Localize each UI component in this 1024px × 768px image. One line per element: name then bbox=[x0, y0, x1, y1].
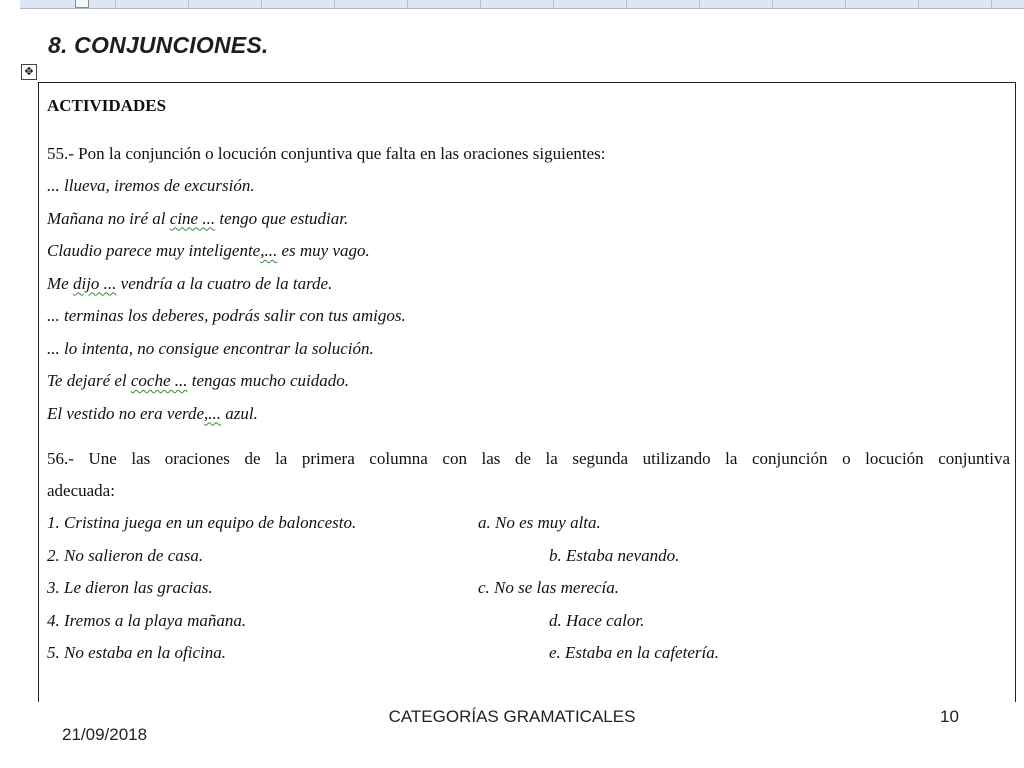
sentence-text: ... llueva, iremos de excursión. bbox=[47, 176, 255, 195]
sentence-text: El vestido no era verde bbox=[47, 403, 205, 423]
exercise-56-prompt-cont: adecuada: bbox=[47, 481, 115, 500]
ruler-tick bbox=[115, 0, 116, 8]
spellcheck-flagged-text[interactable]: dijo ... bbox=[72, 273, 117, 293]
sentence-text: ... lo intenta, no consigue encontrar la solución. bbox=[47, 338, 374, 358]
ruler-tick bbox=[188, 0, 189, 8]
ruler-tick bbox=[626, 0, 627, 8]
activities-title: ACTIVIDADES bbox=[47, 96, 167, 115]
ruler-tick bbox=[334, 0, 335, 8]
section-heading: 8. CONJUNCIONES. bbox=[48, 32, 269, 58]
column-b-item: a. No es muy alta. bbox=[478, 513, 601, 532]
ruler-tick bbox=[480, 0, 481, 8]
exercise-55-sentence bbox=[47, 371, 349, 391]
exercise-56-prompt: 56.- Une las oraciones de la primera columna con las de la segunda utilizando la conjunción o locución conjuntiva bbox=[47, 449, 1010, 468]
column-a-item: 5. No estaba en la oficina. bbox=[47, 643, 226, 662]
sentence-text: tengo que estudiar. bbox=[215, 208, 349, 228]
ruler-tick bbox=[407, 0, 408, 8]
exercise-55-sentence bbox=[47, 306, 406, 326]
sentence-text: Claudio parece muy inteligente bbox=[47, 241, 261, 260]
ruler-tick bbox=[261, 0, 262, 8]
column-a-item: 4. Iremos a la playa mañana. bbox=[47, 610, 247, 630]
column-a-item: 1. Cristina juega en un equipo de baloncesto. bbox=[47, 513, 357, 532]
exercise-55-sentence bbox=[47, 209, 348, 229]
exercise-55-sentence bbox=[47, 176, 255, 196]
sentence-text: Te dejaré el bbox=[47, 371, 131, 390]
table-move-handle-icon[interactable]: ✥ bbox=[21, 64, 37, 80]
spellcheck-flagged-text[interactable]: cine ... bbox=[169, 208, 216, 228]
ruler bbox=[20, 0, 1024, 9]
column-a-item: 2. No salieron de casa. bbox=[47, 545, 204, 565]
sentence-text: es muy vago. bbox=[277, 241, 370, 260]
ruler-tick bbox=[553, 0, 554, 8]
spellcheck-flagged-text[interactable]: ,... bbox=[204, 403, 222, 423]
footer-title: CATEGORÍAS GRAMATICALES bbox=[388, 707, 636, 726]
column-b-item: d. Hace calor. bbox=[549, 610, 645, 630]
column-b-item: e. Estaba en la cafetería. bbox=[549, 643, 719, 662]
column-b-item: c. No se las merecía. bbox=[478, 578, 620, 597]
spellcheck-flagged-text[interactable]: ,... bbox=[260, 241, 278, 260]
exercise-55-sentence bbox=[47, 274, 332, 294]
sentence-text: azul. bbox=[221, 403, 258, 423]
ruler-tick bbox=[991, 0, 992, 8]
ruler-tick bbox=[845, 0, 846, 8]
exercise-55-sentence bbox=[47, 339, 374, 359]
column-b-item: b. Estaba nevando. bbox=[549, 545, 680, 565]
footer-date: 21/09/2018 bbox=[62, 725, 148, 744]
spellcheck-flagged-text[interactable]: coche ... bbox=[130, 371, 188, 390]
exercise-55-sentence bbox=[47, 241, 370, 261]
sentence-text: ... terminas los deberes, podrás salir con tus amigos. bbox=[47, 306, 406, 325]
exercise-55-sentence bbox=[47, 404, 258, 424]
ruler-indent-marker[interactable] bbox=[75, 0, 89, 8]
footer-page-number: 10 bbox=[940, 707, 959, 726]
sentence-text: Me bbox=[47, 273, 73, 293]
exercise-55-prompt: 55.- Pon la conjunción o locución conjuntiva que falta en las oraciones siguientes: bbox=[47, 144, 606, 163]
sentence-text: tengas mucho cuidado. bbox=[187, 371, 350, 390]
ruler-tick bbox=[699, 0, 700, 8]
sentence-text: Mañana no iré al bbox=[47, 208, 170, 228]
sentence-text: vendría a la cuatro de la tarde. bbox=[116, 273, 333, 293]
ruler-tick bbox=[772, 0, 773, 8]
column-a-item: 3. Le dieron las gracias. bbox=[47, 578, 213, 597]
ruler-tick bbox=[918, 0, 919, 8]
activities-table bbox=[38, 82, 1016, 702]
